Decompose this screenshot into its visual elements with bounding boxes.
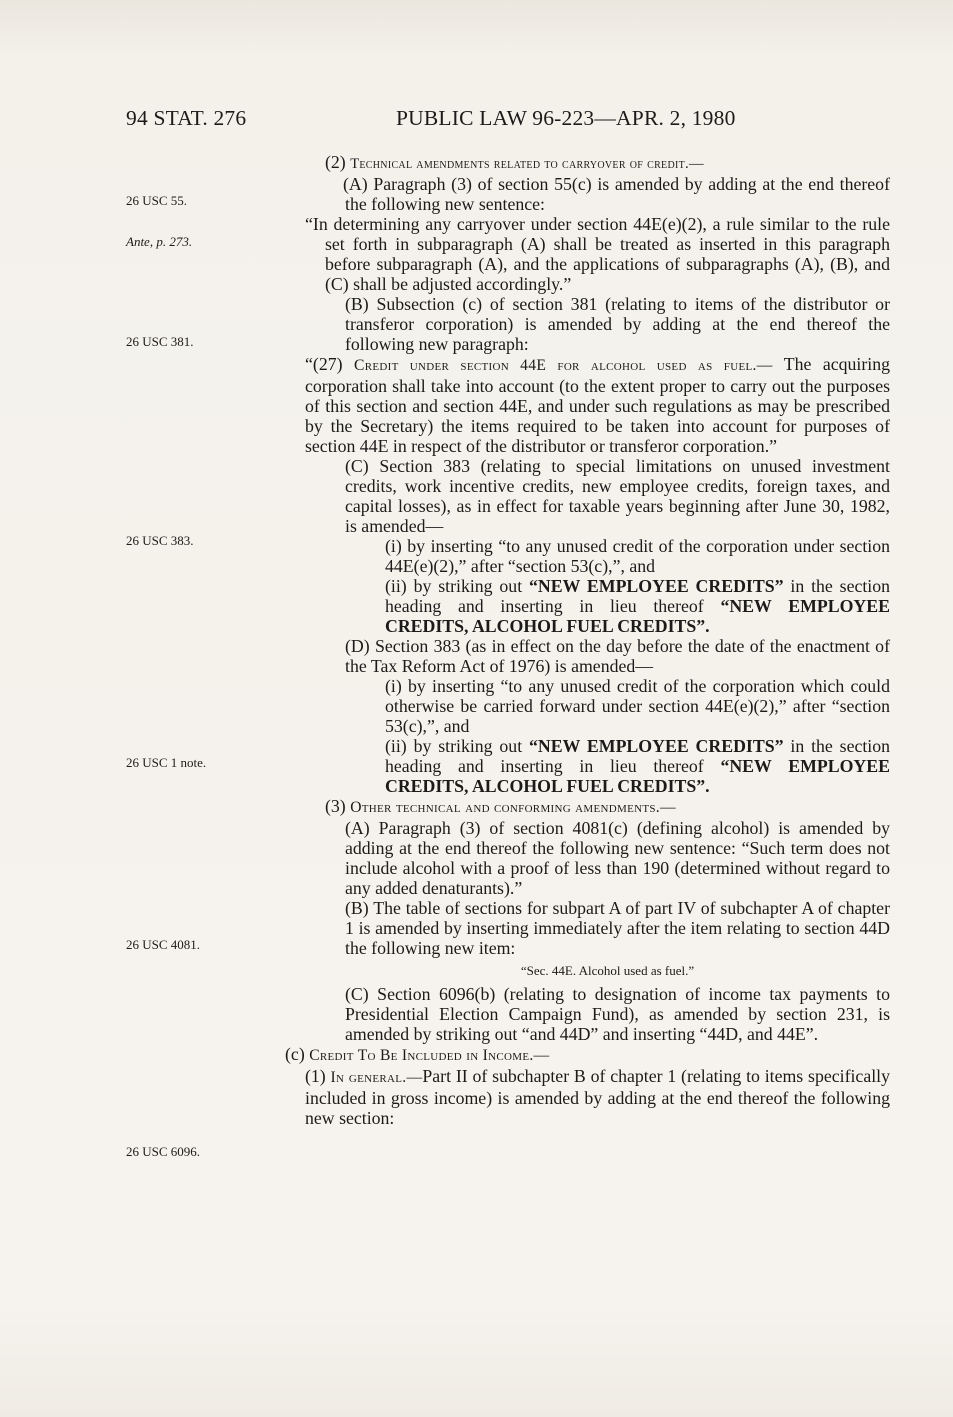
margin-note: 26 USC 4081.	[126, 937, 201, 952]
para-heading: In general.—	[330, 1069, 423, 1086]
statute-text	[285, 152, 891, 1128]
subparagraph-b: (B) Subsection (c) of section 381 (relating to items of the distributor or transferor corporation) is amended by adding at the end thereof the following new paragraph:	[345, 294, 890, 354]
para-num: (2)	[325, 152, 346, 172]
table-item: “Sec. 44E. Alcohol used as fuel.”	[520, 963, 695, 978]
running-title: PUBLIC LAW 96-223—APR. 2, 1980	[396, 106, 736, 130]
margin-note: 26 USC 6096.	[126, 1144, 201, 1159]
para-text: Part II of subchapter B of chapter 1 (relating to items specifically included in gross income) is amended by adding at the end thereof the following new section:	[305, 1066, 890, 1128]
para-text: The acquiring corporation shall take into account (to the extent proper to carry out the purposes of this section and section 44E, and under such regulations as may be prescribed by the Secretary) the items required to be taken into account for purposes of section 44E in respect of the distributor or transferor corporation.”	[305, 354, 891, 456]
clause-text: in the section heading and inserting in lieu thereof	[385, 576, 891, 616]
clause-c-i: (i) by inserting “to any unused credit of the corporation under section 44E(e)(2),” after “section 53(c),”, and	[385, 536, 890, 576]
clause-d-ii	[305, 736, 890, 796]
para-num: (3)	[325, 796, 346, 816]
caps-quote: “NEW EMPLOYEE CREDITS, ALCOHOL FUEL CREDITS”.	[385, 756, 890, 796]
para-heading: Credit under section 44E for alcohol used as fuel.—	[354, 357, 773, 374]
subparagraph-3b: (B) The table of sections for subpart A of part IV of subchapter A of chapter 1 is amended by inserting immediately after the item relating to section 44D the following new item:	[345, 898, 890, 958]
caps-quote: “NEW EMPLOYEE CREDITS, ALCOHOL FUEL CREDITS”.	[385, 596, 890, 636]
caps-quote: “NEW EMPLOYEE CREDITS”	[529, 736, 784, 756]
margin-note: 26 USC 381.	[126, 334, 194, 349]
margin-note	[126, 234, 192, 250]
para-num: (c)	[285, 1044, 305, 1064]
clause-text: (ii) by striking out	[385, 576, 523, 596]
subparagraph-c: (C) Section 383 (relating to special limitations on unused investment credits, work incentive credits, new employee credits, foreign taxes, and capital losses), as in effect for taxable years beginning after June 30, 1982, is amended—	[345, 456, 890, 536]
para-num: “(27)	[305, 354, 343, 374]
caps-quote: “NEW EMPLOYEE CREDITS”	[529, 576, 784, 596]
margin-note: 26 USC 1 note.	[126, 755, 207, 770]
clause-c-ii	[305, 576, 890, 636]
margin-note-text: Ante, p. 273.	[126, 234, 193, 249]
new-paragraph-27	[305, 354, 890, 456]
paragraph-c-1	[305, 1066, 890, 1128]
paragraph-2	[305, 152, 890, 174]
subparagraph-3c: (C) Section 6096(b) (relating to designation of income tax payments to Presidential Election Campaign Fund), as amended by section 231, is amended by striking out “and 44D” and inserting “44D, and 44E”.	[345, 984, 890, 1044]
clause-text: (ii) by striking out	[385, 736, 523, 756]
subparagraph-a: (A) Paragraph (3) of section 55(c) is amended by adding at the end thereof the following new sentence:	[343, 174, 890, 214]
clause-text: in the section heading and inserting in lieu thereof	[385, 736, 891, 776]
subsection-c	[285, 1044, 890, 1066]
subparagraph-3a: (A) Paragraph (3) of section 4081(c) (defining alcohol) is amended by adding at the end thereof the following new sentence: “Such term does not include alcohol with a proof of less than 190 (determined without regard to any added denaturants).”	[345, 818, 890, 898]
page-header	[0, 106, 953, 136]
para-heading: Other technical and conforming amendments.—	[350, 799, 676, 816]
para-num: (1)	[305, 1066, 326, 1086]
clause-d-i: (i) by inserting “to any unused credit of the corporation which could otherwise be carried forward under section 44E(e)(2),” after “section 53(c),”, and	[385, 676, 890, 736]
folio: 94 STAT. 276	[126, 106, 247, 130]
quoted-sentence: “In determining any carryover under section 44E(e)(2), a rule similar to the rule set forth in subparagraph (A) shall be treated as inserted in this paragraph before subparagraph (A), and the applications of subparagraphs (A), (B), and (C) shall be adjusted accordingly.”	[305, 214, 890, 294]
para-heading: Credit To Be Included in Income.—	[309, 1047, 550, 1064]
subparagraph-d: (D) Section 383 (as in effect on the day before the date of the enactment of the Tax Reform Act of 1976) is amended—	[345, 636, 890, 676]
margin-note: 26 USC 55.	[126, 193, 188, 208]
para-heading: Technical amendments related to carryover of credit.—	[350, 156, 704, 172]
margin-note: 26 USC 383.	[126, 533, 194, 548]
paragraph-3	[305, 796, 890, 818]
